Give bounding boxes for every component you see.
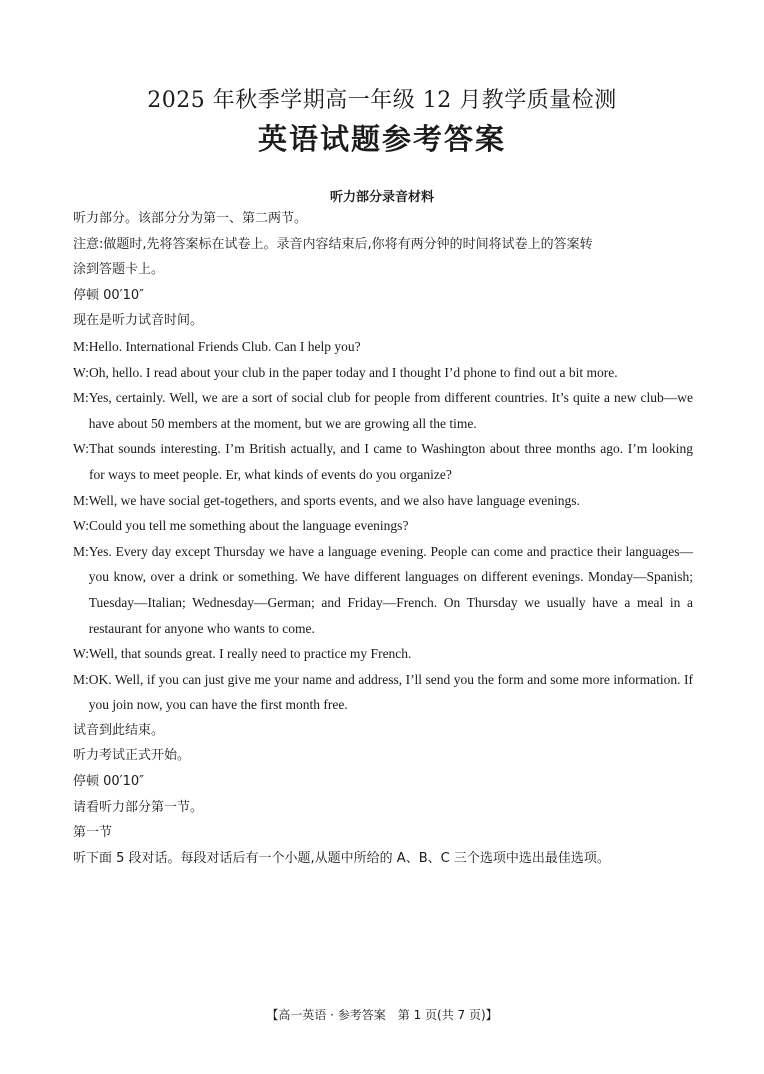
utterance: That sounds interesting. I’m British actually, and I came to Washington about three months ago. I’m looking for ways to meet people. Er, what kinds of events do you organize? [89,441,693,482]
part-heading: 第一节 [73,825,113,841]
exam-title: 2025 年秋季学期高一年级 12 月教学质量检测 [147,88,617,113]
speaker-label: W: [73,364,89,380]
speaker-label: M: [73,671,89,687]
part-instruction: 听下面 5 段对话。每段对话后有一个小题,从题中所给的 A、B、C 三个选项中选出最佳选项。 [73,850,610,866]
part-notice: 请看听力部分第一节。 [73,799,204,815]
speaker-label: W: [73,646,89,662]
utterance: Well, we have social get-togethers, and sports events, and we also have language evenings. [88,492,580,508]
notice-line-continued: 涂到答题卡上。 [73,262,165,278]
dialogue-turn [73,334,693,360]
speaker-label: M: [73,390,89,406]
dialogue-turn [73,360,693,386]
speaker-label: W: [73,441,89,457]
trial-end: 试音到此结束。 [73,722,165,738]
dialogue-turn [73,539,693,641]
utterance: Hello. International Friends Club. Can I help you? [88,338,361,354]
utterance: Yes, certainly. Well, we are a sort of social club for people from different countries. It’s quite a new club—we have about 50 members at the moment, but we are growing all the time. [88,390,693,431]
section-heading: 听力部分录音材料 [329,190,434,205]
speaker-label: W: [73,518,89,534]
dialogue-turn [73,436,693,487]
speaker-label: M: [73,543,89,559]
utterance: Yes. Every day except Thursday we have a language evening. People can come and practice their languages—you know, over a drink or something. We have different languages on different evenings. Monday—Spanish; Tuesday—Italian; Wednesday—German; and Friday—French. On Thursday we usually have a meal in a restaurant for anyone who wants to come. [88,543,693,636]
utterance: Well, that sounds great. I really need to practice my French. [89,646,412,662]
exam-start: 听力考试正式开始。 [73,748,191,764]
dialogue-turn [73,667,693,718]
speaker-label: M: [73,492,89,508]
utterance: Could you tell me something about the language evenings? [89,518,409,534]
transcript-body [73,206,693,871]
pause-marker: 停顿 00′10″ [73,774,145,790]
intro-line: 听力部分。该部分分为第一、第二两节。 [73,211,308,226]
notice-line: 注意:做题时,先将答案标在试卷上。录音内容结束后,你将有两分钟的时间将试卷上的答案转 [73,236,593,252]
speaker-label: M: [73,338,89,354]
utterance: Oh, hello. I read about your club in the paper today and I thought I’d phone to find out a bit more. [89,364,618,380]
pause-marker: 停顿 00′10″ [73,287,145,303]
dialogue-turn [73,641,693,667]
answer-key-title: 英语试题参考答案 [257,122,506,156]
utterance: OK. Well, if you can just give me your name and address, I’ll send you the form and some more information. If you join now, you can have the first month free. [88,671,693,713]
trial-notice: 现在是听力试音时间。 [73,313,204,329]
dialogue-turn [73,385,693,436]
page-footer: 【高一英语 · 参考答案 第 1 页(共 7 页)】 [266,1008,498,1022]
dialogue-turn [73,488,693,514]
dialogue-turn [73,513,693,539]
